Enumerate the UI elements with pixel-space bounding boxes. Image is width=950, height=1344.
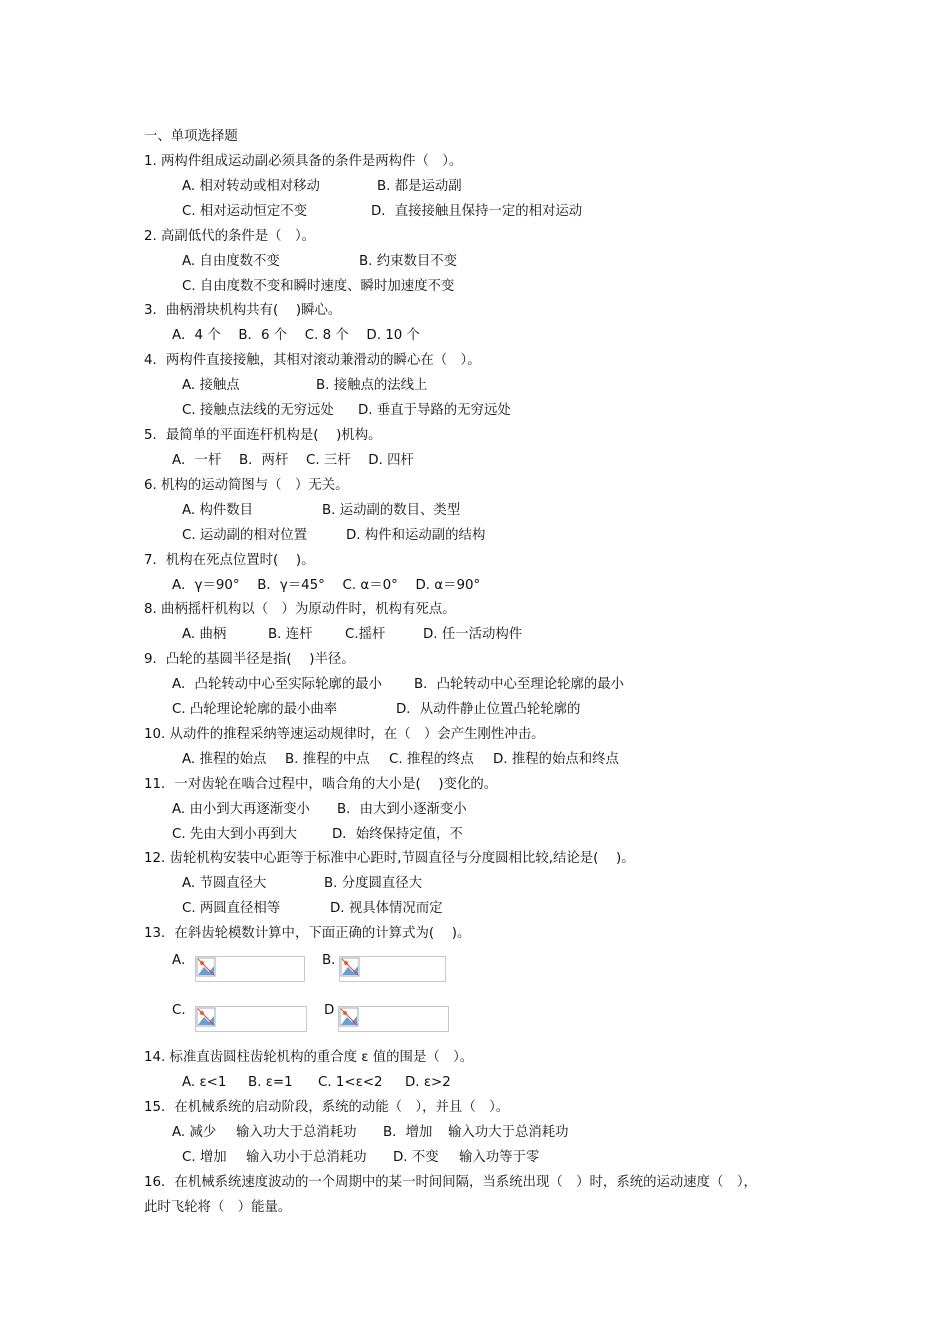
broken-image-icon <box>196 957 216 977</box>
question-6: 6. 机构的运动简图与（ ）无关。 <box>144 478 349 493</box>
option-a: A. 曲柄 <box>182 627 227 642</box>
question-16: 16．在机械系统速度波动的一个周期中的某一时间间隔，当系统出现（ ）时，系统的运动速度（ ）， <box>144 1175 757 1190</box>
option-b: B. 运动副的数目、类型 <box>322 503 461 518</box>
option-c: C. 1<ε<2 <box>318 1075 383 1090</box>
question-7: 7．机构在死点位置时( )。 <box>144 553 315 568</box>
options-row: A．4 个 B．6 个 C. 8 个 D. 10 个 <box>172 328 420 343</box>
broken-image-icon <box>340 957 360 977</box>
option-b: B. 约束数目不变 <box>359 254 458 269</box>
formula-image-a <box>195 956 305 982</box>
option-b: B．由大到小逐渐变小 <box>337 802 467 817</box>
section-title: 一、单项选择题 <box>144 129 238 144</box>
option-d: D. 任一活动构件 <box>423 627 523 642</box>
option-b-label: B. <box>322 953 336 968</box>
option-a: A. ε<1 <box>182 1075 227 1090</box>
question-2: 2. 高副低代的条件是（ ）。 <box>144 229 316 244</box>
option-c: C. 凸轮理论轮廓的最小曲率 <box>172 702 338 717</box>
question-12: 12. 齿轮机构安装中心距等于标准中心距时,节圆直径与分度圆相比较,结论是( )。 <box>144 851 635 866</box>
option-c: C. 增加 <box>182 1150 227 1165</box>
option-b: B．增加 <box>383 1125 433 1140</box>
option-d-label: D <box>324 1003 335 1018</box>
option-b: B．凸轮转动中心至理论轮廓的最小 <box>414 677 625 692</box>
option-d: D. ε>2 <box>405 1075 451 1090</box>
option-c: C. 先由大到小再到大 <box>172 827 297 842</box>
formula-image-b <box>339 956 446 982</box>
option-d: D．直接接触且保持一定的相对运动 <box>371 204 583 219</box>
option-b: B. 分度圆直径大 <box>324 876 423 891</box>
question-13: 13．在斜齿轮模数计算中，下面正确的计算式为( )。 <box>144 926 471 941</box>
option-b: B. ε=1 <box>248 1075 293 1090</box>
question-3: 3．曲柄滑块机构共有( )瞬心。 <box>144 303 342 318</box>
option-c: C.摇杆 <box>345 627 386 642</box>
option-d: D．从动件静止位置凸轮轮廓的 <box>396 702 581 717</box>
option-c: C. 两圆直径相等 <box>182 901 281 916</box>
option-c: C. 推程的终点 <box>389 752 474 767</box>
option-d: D．始终保持定值，不 <box>332 827 463 842</box>
option-c: C. 自由度数不变和瞬时速度、瞬时加速度不变 <box>182 279 455 294</box>
option-a: A. 节圆直径大 <box>182 876 267 891</box>
option-b: B. 推程的中点 <box>285 752 370 767</box>
question-15: 15．在机械系统的启动阶段，系统的动能（ ），并且（ ）。 <box>144 1100 510 1115</box>
question-9: 9．凸轮的基圆半径是指( )半径。 <box>144 652 355 667</box>
option-a: A．凸轮转动中心至实际轮廓的最小 <box>172 677 383 692</box>
question-10: 10. 从动件的推程采纳等速运动规律时，在（ ）会产生刚性冲击。 <box>144 727 545 742</box>
option-a: A. 自由度数不变 <box>182 254 280 269</box>
option-a: A. 构件数目 <box>182 503 253 518</box>
options-row: A．一杆 B．两杆 C. 三杆 D. 四杆 <box>172 453 414 468</box>
option-b: B. 接触点的法线上 <box>316 378 428 393</box>
broken-image-icon <box>196 1007 216 1027</box>
option-b: B. 连杆 <box>268 627 313 642</box>
option-b: B. 都是运动副 <box>377 179 462 194</box>
option-c: C. 运动副的相对位置 <box>182 528 307 543</box>
option-d: D. 垂直于导路的无穷远处 <box>358 403 511 418</box>
question-11: 11．一对齿轮在啮合过程中，啮合角的大小是( )变化的。 <box>144 777 498 792</box>
option-a: A. 接触点 <box>182 378 240 393</box>
option-d: D. 推程的始点和终点 <box>493 752 619 767</box>
option-a: A. 减少 <box>172 1125 217 1140</box>
option-a-label: A． <box>172 953 195 968</box>
option-a: A. 相对转动或相对移动 <box>182 179 320 194</box>
formula-image-c <box>195 1006 307 1032</box>
option-b-detail: 输入功大于总消耗功 <box>448 1125 569 1140</box>
option-c: C. 接触点法线的无穷远处 <box>182 403 334 418</box>
option-d: D. 构件和运动副的结构 <box>346 528 486 543</box>
option-a: A. 推程的始点 <box>182 752 267 767</box>
question-16-continued: 此时飞轮将（ ）能量。 <box>144 1200 292 1215</box>
formula-image-d <box>338 1006 449 1032</box>
question-14: 14. 标准直齿圆柱齿轮机构的重合度 ε 值的围是（ ）。 <box>144 1050 474 1065</box>
question-8: 8. 曲柄摇杆机构以（ ）为原动件时，机构有死点。 <box>144 602 456 617</box>
option-c-label: C. <box>172 1003 186 1018</box>
options-row: A．γ＝90° B．γ＝45° C. α＝0° D. α＝90° <box>172 578 481 593</box>
question-1: 1. 两构件组成运动副必须具备的条件是两构件（ ）。 <box>144 154 463 169</box>
option-d: D. 不变 <box>393 1150 439 1165</box>
option-c-detail: 输入功小于总消耗功 <box>246 1150 367 1165</box>
question-4: 4．两构件直接接触，其相对滚动兼滑动的瞬心在（ ）。 <box>144 353 481 368</box>
question-5: 5．最简单的平面连杆机构是( )机构。 <box>144 428 382 443</box>
broken-image-icon <box>339 1007 359 1027</box>
option-d: D. 视具体情况而定 <box>330 901 443 916</box>
option-d-detail: 输入功等于零 <box>459 1150 540 1165</box>
option-c: C. 相对运动恒定不变 <box>182 204 307 219</box>
option-a: A. 由小到大再逐渐变小 <box>172 802 310 817</box>
option-a-detail: 输入功大于总消耗功 <box>236 1125 357 1140</box>
